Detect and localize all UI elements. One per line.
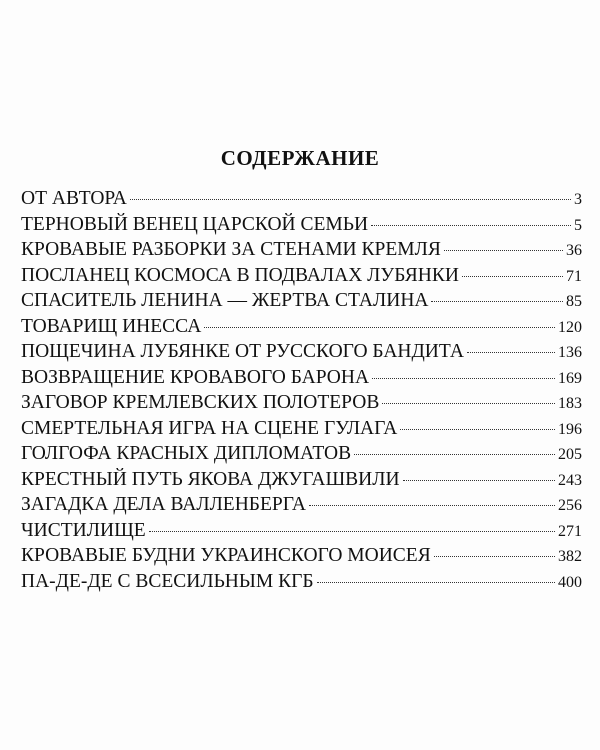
toc-entry-page: 196 [558,420,582,438]
toc-entry-page: 183 [558,395,582,412]
toc-entry [21,288,582,314]
toc-leader-dots [382,403,555,404]
toc-leader-dots [309,505,555,506]
toc-entry [21,467,582,493]
toc-entry-page: 169 [558,369,582,387]
toc-entry [21,492,582,518]
toc-leader-dots [400,429,555,430]
toc-entry-page: 400 [558,573,582,591]
toc-entry-title: СПАСИТЕЛЬ ЛЕНИНА — ЖЕРТВА СТАЛИНА [21,290,429,311]
toc-entry [21,263,582,289]
toc-entry-title: ЗАГОВОР КРЕМЛЕВСКИХ ПОЛОТЕРОВ [21,392,380,413]
toc-list [21,186,582,594]
toc-entry [21,416,582,442]
toc-entry-page: 120 [558,318,582,336]
toc-leader-dots [372,378,555,379]
toc-entry-page: 243 [558,471,582,489]
toc-leader-dots [371,225,571,226]
toc-entry-page: 71 [566,267,582,285]
toc-entry-title: КРЕСТНЫЙ ПУТЬ ЯКОВА ДЖУГАШВИЛИ [21,468,400,490]
toc-entry-page: 85 [566,293,582,310]
toc-entry-title: КРОВАВЫЕ БУДНИ УКРАИНСКОГО МОИСЕЯ [21,545,431,566]
toc-entry-page: 3 [574,191,582,208]
toc-leader-dots [204,327,555,328]
toc-leader-dots [317,582,555,583]
toc-entry-page: 256 [558,497,582,514]
toc-leader-dots [149,531,555,532]
toc-entry-page: 382 [558,548,582,565]
toc-entry-title: ПОЩЕЧИНА ЛУБЯНКЕ ОТ РУССКОГО БАНДИТА [21,341,464,362]
toc-entry-title: ЧИСТИЛИЩЕ [21,519,146,541]
toc-entry [21,314,582,340]
toc-entry-page: 136 [558,344,582,361]
toc-leader-dots [354,454,555,455]
toc-entry-title: ОТ АВТОРА [21,188,127,209]
toc-entry-title: ПОСЛАНЕЦ КОСМОСА В ПОДВАЛАХ ЛУБЯНКИ [21,264,459,286]
toc-leader-dots [467,352,555,353]
toc-entry-title: КРОВАВЫЕ РАЗБОРКИ ЗА СТЕНАМИ КРЕМЛЯ [21,239,441,260]
toc-entry [21,339,582,365]
toc-leader-dots [462,276,563,277]
toc-entry [21,212,582,238]
toc-entry [21,390,582,416]
toc-entry-title: ТЕРНОВЫЙ ВЕНЕЦ ЦАРСКОЙ СЕМЬИ [21,213,369,235]
toc-leader-dots [130,199,571,200]
toc-leader-dots [444,250,563,251]
toc-entry-title: ПА-ДЕ-ДЕ С ВСЕСИЛЬНЫМ КГБ [21,570,314,592]
toc-entry-title: ЗАГАДКА ДЕЛА ВАЛЛЕНБЕРГА [21,494,306,515]
toc-entry [21,365,582,391]
toc-entry-title: ГОЛГОФА КРАСНЫХ ДИПЛОМАТОВ [21,443,352,464]
toc-entry [21,237,582,263]
toc-entry-title: ВОЗВРАЩЕНИЕ КРОВАВОГО БАРОНА [21,366,370,388]
toc-entry-page: 36 [566,242,582,259]
toc-leader-dots [434,556,555,557]
toc-entry-title: СМЕРТЕЛЬНАЯ ИГРА НА СЦЕНЕ ГУЛАГА [21,417,398,439]
toc-entry [21,441,582,467]
toc-leader-dots [431,301,563,302]
toc-entry [21,186,582,212]
toc-entry [21,569,582,595]
toc-entry-page: 205 [558,446,582,463]
toc-entry-title: ТОВАРИЩ ИНЕССА [21,315,202,337]
toc-entry [21,543,582,569]
toc-leader-dots [403,480,555,481]
toc-title: СОДЕРЖАНИЕ [220,146,380,170]
toc-entry [21,518,582,544]
toc-entry-page: 5 [574,216,582,234]
toc-entry-page: 271 [558,522,582,540]
